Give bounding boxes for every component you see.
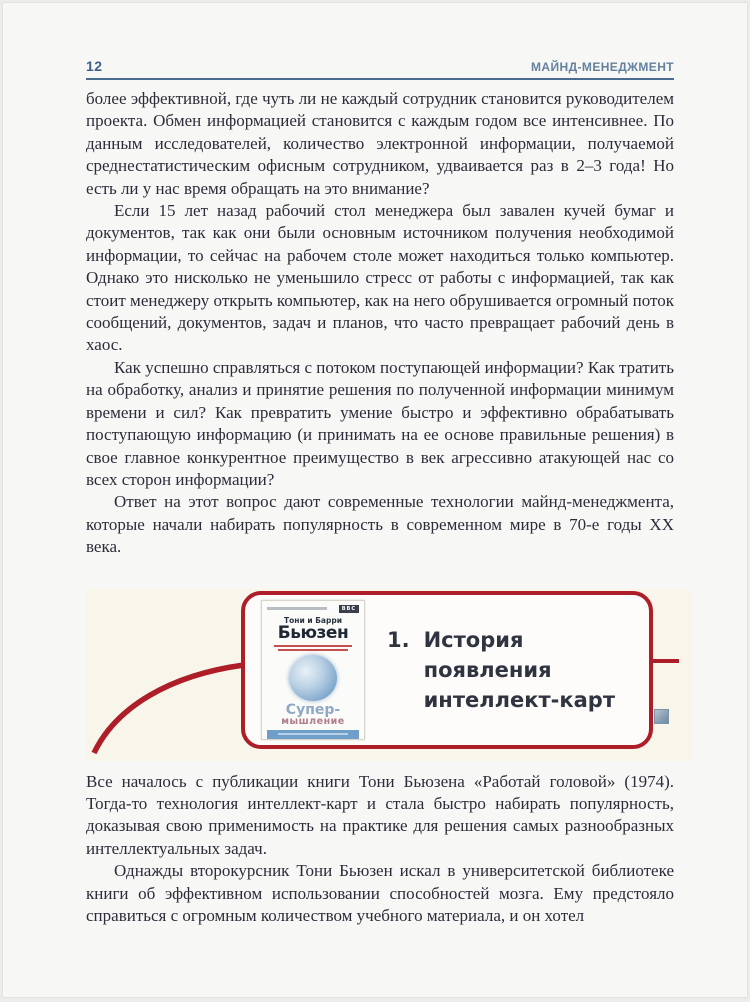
cover-authors: Тони и Барри — [284, 615, 342, 625]
paragraph: Однажды второкурсник Тони Бьюзен искал в университетской библиотеке книги об эффективном использовании способностей мозга. Ему предстояло справиться с огромным количеством учебного материала, и он хотел — [86, 861, 674, 925]
image-marker-icon — [654, 709, 669, 724]
body-text — [86, 88, 674, 927]
cover-top-row — [267, 605, 359, 613]
chapter-figure — [86, 589, 692, 761]
cover-tagline-lines — [274, 645, 352, 651]
bbc-logo: BBC — [339, 605, 359, 613]
mindmap-branch-curve — [86, 589, 256, 761]
book-cover — [261, 600, 365, 740]
cover-surname: Бьюзен — [277, 622, 349, 643]
page-header — [86, 58, 674, 80]
paragraph: Если 15 лет назад рабочий стол менеджера был завален кучей бумаг и документов, так как они были основным источником получения необходимой информации, то сейчас на рабочем столе может находиться только компьютер. Однако это нисколько не уменьшило стресс от работы с информацией, так как стоит менеджеру открыть компьютер, как на него обрушивается огромный поток сообщений, документов, задач и планов, что часто превращает рабочий день в хаос. — [86, 201, 674, 355]
cover-title-myshlenie: мышление — [281, 715, 345, 727]
chapter-box — [241, 591, 653, 749]
paragraph: Все началось с публикации книги Тони Бьюзена «Работай головой» (1974). Тогда-то технология интеллект-карт и стала быстро набирать популярность, доказывая свою применимость на практике для решения самых разнообразных интеллектуальных задач. — [86, 771, 674, 858]
paragraph: более эффективной, где чуть ли не каждый сотрудник становится руководителем проекта. Обмен информацией становится с каждым годом все интенсивнее. По данным исследователей, количество электронной информации, получаемой среднестатистическим офисным сотрудником, удваивается раз в 2–3 года! Но есть ли у нас время обращать на это внимание? — [86, 89, 674, 198]
cover-bottom-banner — [267, 730, 359, 739]
globe-brain-image — [289, 655, 337, 701]
paragraph: Ответ на этот вопрос дают современные технологии майнд-менеджмента, которые начали набирать популярность в современном мире в 70-е годы XX века. — [86, 492, 674, 557]
branch-connector-right — [649, 659, 679, 663]
cover-title-super: Супер- — [285, 701, 341, 718]
paragraph: Как успешно справляться с потоком поступающей информации? Как тратить на обработку, анализ и принятие решения по полученной информации минимум времени и сил? Как превратить умение быстро и эффективно обрабатывать поступающую информацию (и принимать на ее основе правильные решения) в свое главное конкурентное преимущество в век агрессивно атакующей нас со всех сторон информации? — [86, 357, 674, 489]
cover-top-line — [267, 607, 327, 610]
chapter-title: История появления интеллект-карт — [423, 627, 616, 712]
chapter-heading — [387, 625, 646, 715]
chapter-number: 1. — [387, 627, 410, 652]
running-title: МАЙНД-МЕНЕДЖМЕНТ — [531, 60, 674, 74]
page-number: 12 — [86, 58, 103, 74]
book-page — [2, 2, 748, 998]
